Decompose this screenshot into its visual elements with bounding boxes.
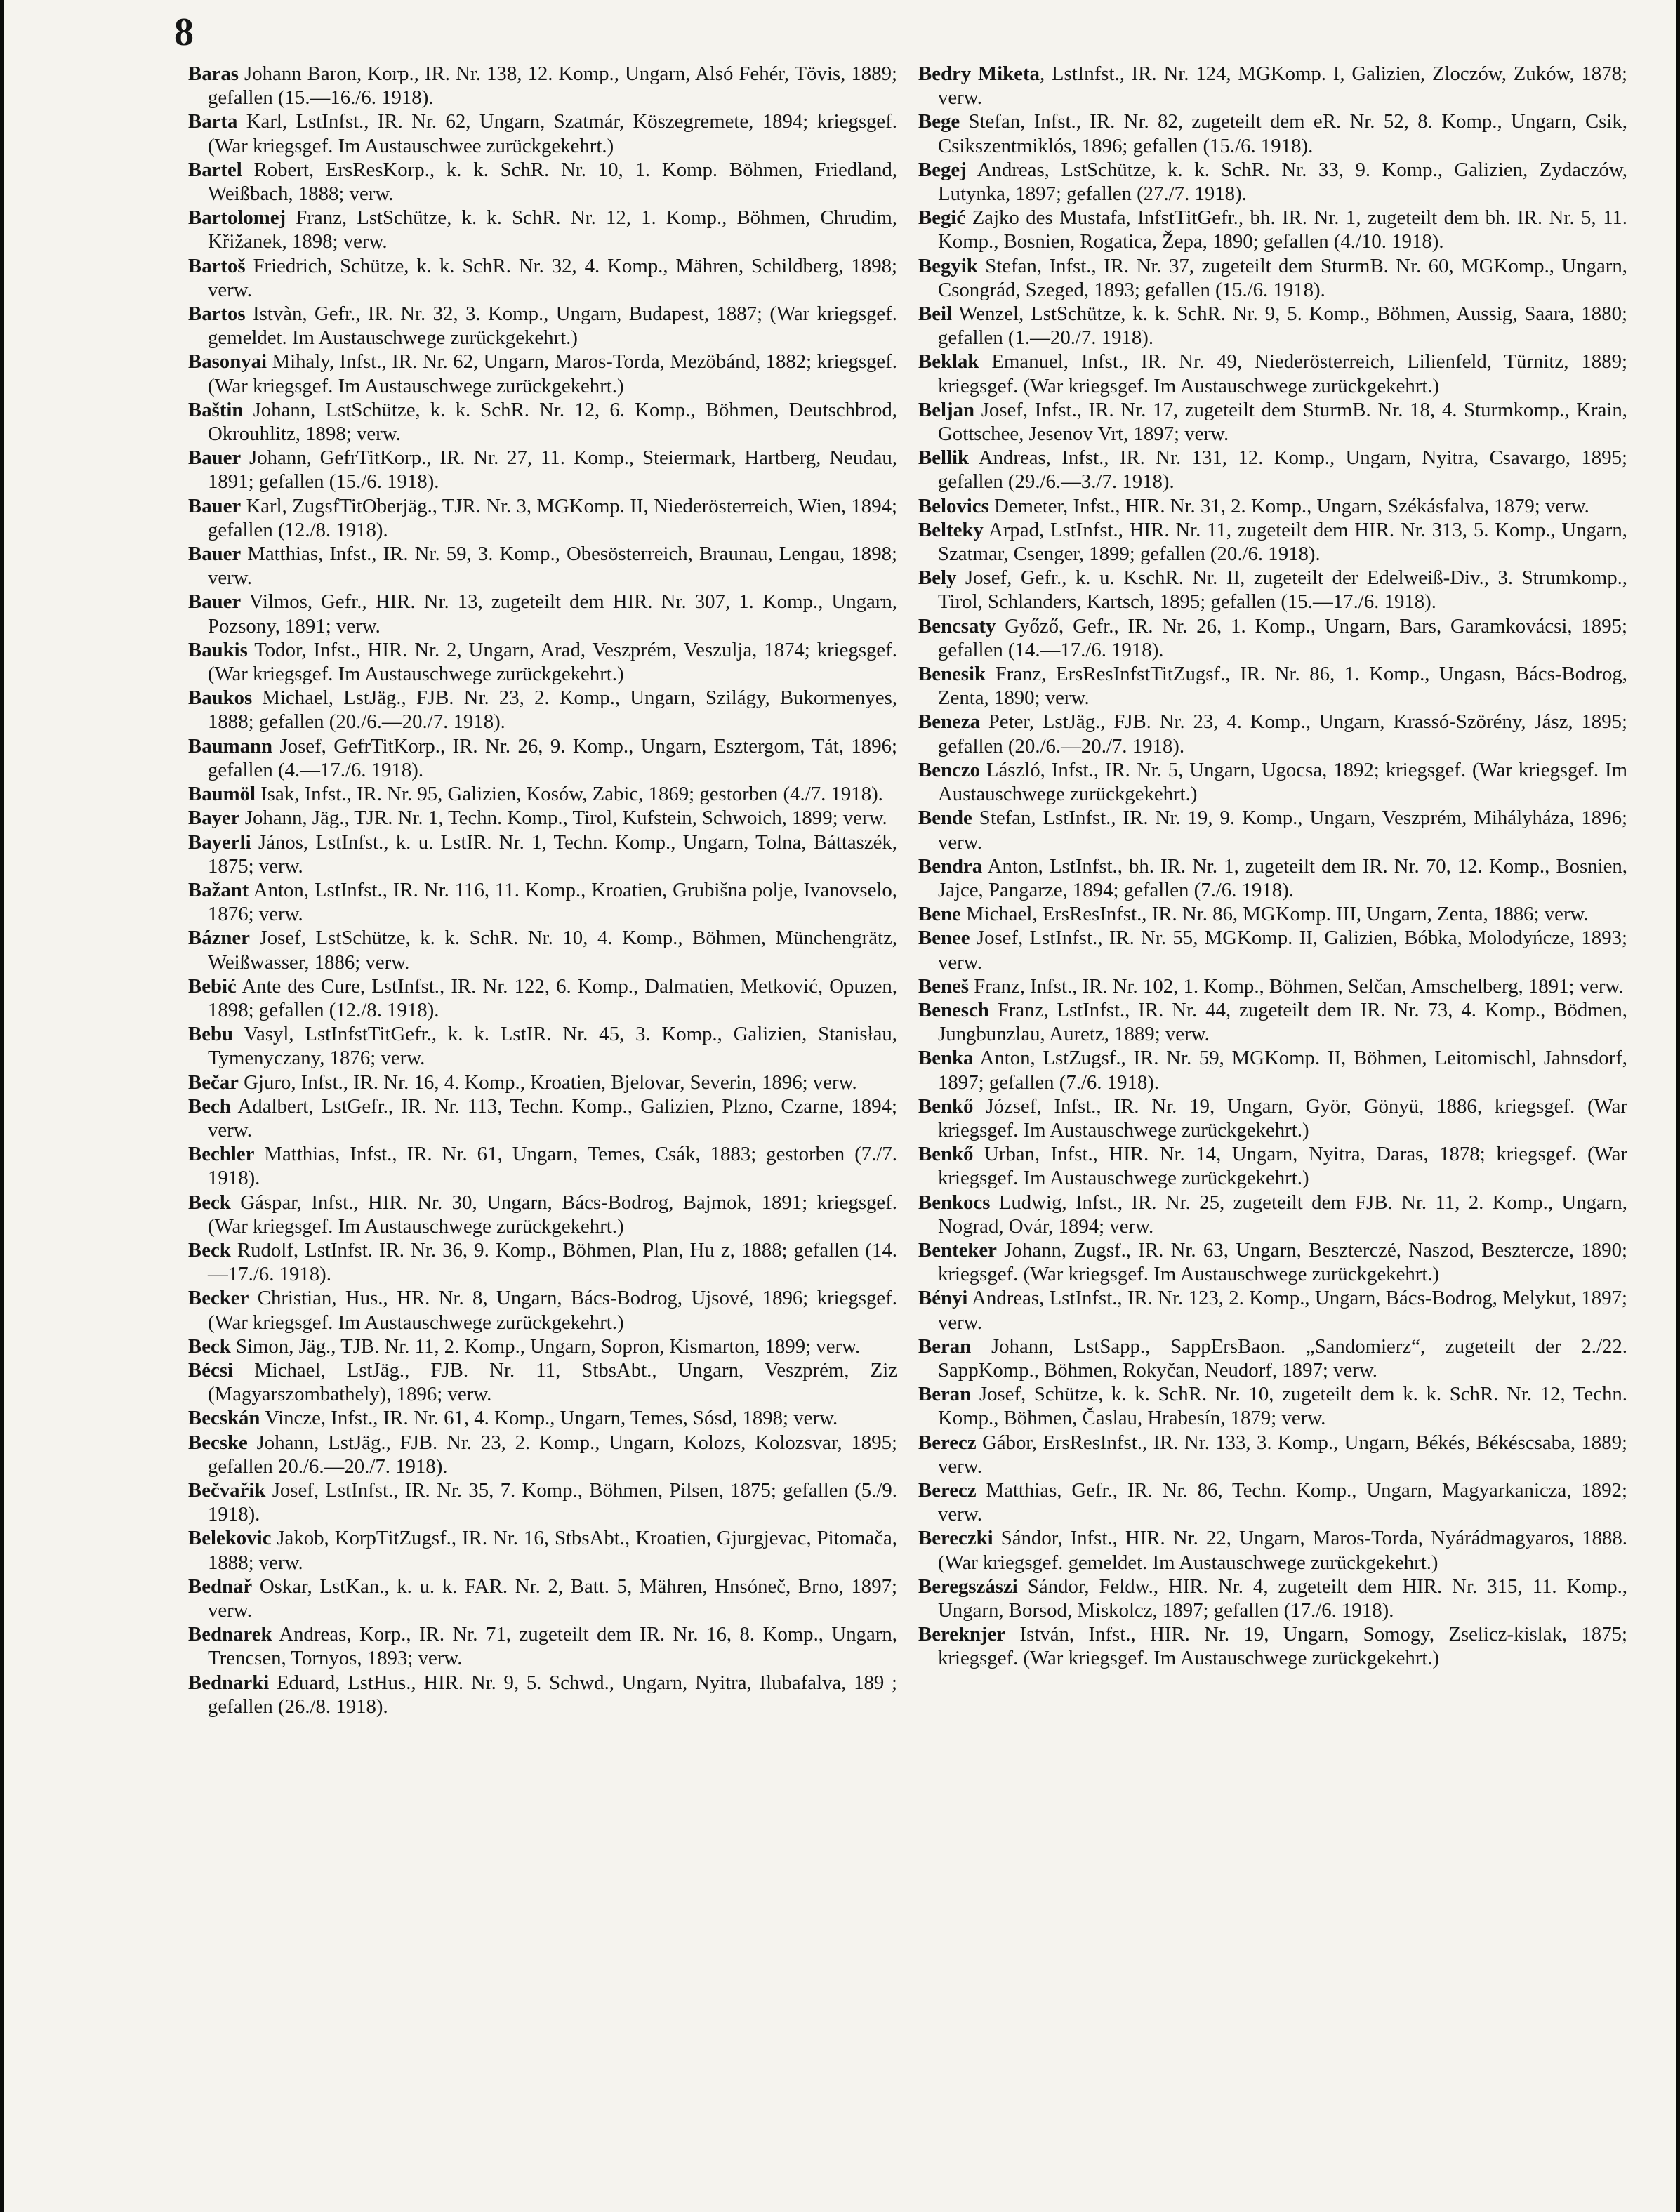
- entry-details: János, LstInfst., k. u. LstIR. Nr. 1, Techn. Komp., Ungarn, Tolna, Báttaszék, 1875; verw.: [208, 830, 897, 877]
- entry-surname: Bayerli: [188, 830, 251, 854]
- register-entry: [188, 1622, 897, 1670]
- entry-details: Győző, Gefr., IR. Nr. 26, 1. Komp., Ungarn, Bars, Garamkovácsi, 1895; gefallen (14.—17./6. 1918).: [938, 614, 1627, 661]
- entry-surname: Beran: [918, 1383, 972, 1406]
- entry-surname: Belteky: [918, 518, 984, 541]
- register-entry: [918, 446, 1627, 494]
- entry-details: László, Infst., IR. Nr. 5, Ungarn, Ugocsa, 1892; kriegsgef. (War kriegsgef. Im Austauschwege zurückgekehrt.): [938, 758, 1627, 806]
- entry-details: Josef, LstSchütze, k. k. SchR. Nr. 10, 4. Komp., Böhmen, Münchengrätz, Weißwasser, 1886; verw.: [208, 927, 897, 974]
- register-entry: [188, 254, 897, 302]
- register-entry: [918, 302, 1627, 350]
- entry-details: Johann, LstJäg., FJB. Nr. 23, 2. Komp., Ungarn, Kolozs, Kolozsvar, 1895; gefallen 20./6.—20./7. 1918).: [208, 1431, 897, 1478]
- entry-surname: Bécsi: [188, 1358, 233, 1382]
- entry-details: , LstInfst., IR. Nr. 124, MGKomp. I, Galizien, Zloczów, Zuków, 1878; verw.: [938, 62, 1627, 110]
- entry-details: Josef, GefrTitKorp., IR. Nr. 26, 9. Komp., Ungarn, Esztergom, Tát, 1896; gefallen (4.—17./6. 1918).: [208, 734, 897, 781]
- entry-surname: Bauer: [188, 446, 242, 470]
- entry-surname: Baštin: [188, 398, 244, 421]
- register-entry: [188, 1478, 897, 1526]
- register-entry: [918, 1335, 1627, 1382]
- register-entry: [188, 1022, 897, 1070]
- register-entry: [918, 1046, 1627, 1094]
- entry-surname: Beregszászi: [918, 1575, 1018, 1598]
- entry-details: Mihaly, Infst., IR. Nr. 62, Ungarn, Maros-Torda, Mezöbánd, 1882; kriegsgef. (War kriegsgef. Im Austauschwege zurückgekehrt.): [208, 350, 897, 397]
- entry-surname: Begej: [918, 158, 967, 181]
- entry-surname: Bebu: [188, 1023, 234, 1046]
- entry-details: Johann, Zugsf., IR. Nr. 63, Ungarn, Beszterczé, Naszod, Besztercze, 1890; kriegsgef. (War kriegsgef. Im Austauschwege zurückgekehrt.): [938, 1238, 1627, 1286]
- entry-details: Oskar, LstKan., k. u. k. FAR. Nr. 2, Batt. 5, Mähren, Hnsóneč, Brno, 1897; verw.: [208, 1575, 897, 1622]
- register-entry: [918, 206, 1627, 253]
- entry-details: Johann, Jäg., TJR. Nr. 1, Techn. Komp., Tirol, Kufstein, Schwoich, 1899; verw.: [239, 807, 887, 830]
- entry-details: Andreas, LstSchütze, k. k. SchR. Nr. 33, 9. Komp., Galizien, Zydaczów, Lutynka, 1897; gefallen (27./7. 1918).: [938, 158, 1627, 206]
- entry-details: Friedrich, Schütze, k. k. SchR. Nr. 32, 4. Komp., Mähren, Schildberg, 1898; verw.: [208, 254, 897, 301]
- register-entry: [918, 110, 1627, 157]
- register-entry: [918, 998, 1627, 1046]
- entry-surname: Begić: [918, 206, 966, 230]
- register-entry: [918, 1526, 1627, 1574]
- entry-details: Johann, LstSchütze, k. k. SchR. Nr. 12, 6. Komp., Böhmen, Deutschbrod, Okrouhlitz, 1898; verw.: [208, 398, 897, 446]
- register-entry: [918, 926, 1627, 974]
- entry-details: Josef, LstInfst., IR. Nr. 55, MGKomp. II, Galizien, Bóbka, Molodyńcze, 1893; verw.: [938, 927, 1627, 974]
- entry-details: Rudolf, LstInfst. IR. Nr. 36, 9. Komp., Böhmen, Plan, Hu z, 1888; gefallen (14.—17./6. 1918).: [208, 1238, 897, 1286]
- entry-surname: Bényi: [918, 1287, 968, 1310]
- entry-surname: Bartel: [188, 158, 242, 181]
- entry-details: Anton, LstZugsf., IR. Nr. 59, MGKomp. II, Böhmen, Leitomischl, Jahnsdorf, 1897; gefallen (7./6. 1918).: [938, 1047, 1627, 1094]
- entry-surname: Berecz: [918, 1478, 977, 1502]
- register-entry: [918, 1286, 1627, 1334]
- register-entry: [188, 590, 897, 637]
- entry-surname: Benkő: [918, 1143, 974, 1166]
- entry-surname: Becske: [188, 1431, 248, 1454]
- entry-details: Josef, LstInfst., IR. Nr. 35, 7. Komp., Böhmen, Pilsen, 1875; gefallen (5./9. 1918).: [208, 1478, 897, 1526]
- entry-surname: Bauer: [188, 590, 242, 614]
- register-entry: [918, 158, 1627, 206]
- entry-details: Anton, LstInfst., IR. Nr. 116, 11. Komp., Kroatien, Grubišna polje, Ivanovselo, 1876; verw.: [208, 878, 897, 926]
- entry-details: Andreas, LstInfst., IR. Nr. 123, 2. Komp., Ungarn, Bács-Bodrog, Melykut, 1897; verw.: [938, 1287, 1627, 1334]
- entry-details: Robert, ErsResKorp., k. k. SchR. Nr. 10, 1. Komp. Böhmen, Friedland, Weißbach, 1888; verw.: [208, 158, 897, 206]
- register-entry: [188, 1071, 897, 1094]
- entry-surname: Bedry Miketa: [918, 62, 1040, 85]
- entry-details: Michael, LstJäg., FJB. Nr. 11, StbsAbt., Ungarn, Veszprém, Ziz (Magyarszombathely), 1896; verw.: [208, 1358, 897, 1406]
- register-entry: [188, 1142, 897, 1190]
- entry-details: Franz, ErsResInfstTitZugsf., IR. Nr. 86, 1. Komp., Ungasn, Bács-Bodrog, Zenta, 1890; verw.: [938, 663, 1627, 710]
- entry-details: Demeter, Infst., HIR. Nr. 31, 2. Komp., Ungarn, Székásfalva, 1879; verw.: [988, 494, 1589, 517]
- register-entry: [918, 662, 1627, 710]
- entry-surname: Bebić: [188, 974, 237, 998]
- entry-details: Johann, LstSapp., SappErsBaon. „Sandomierz“, zugeteilt der 2./22. SappKomp., Böhmen, Rokyčan, Neudorf, 1897; verw.: [938, 1335, 1627, 1382]
- entry-details: Stefan, Infst., IR. Nr. 37, zugeteilt dem SturmB. Nr. 60, MGKomp., Ungarn, Csongrád, Szeged, 1893; gefallen (15./6. 1918).: [938, 254, 1627, 301]
- register-entry: [188, 1358, 897, 1406]
- entry-details: Jakob, KorpTitZugsf., IR. Nr. 16, StbsAbt., Kroatien, Gjurgjevac, Pitomača, 1888; verw.: [208, 1527, 897, 1574]
- register-entry: [918, 1622, 1627, 1670]
- register-entry: [188, 1671, 897, 1718]
- entry-details: Urban, Infst., HIR. Nr. 14, Ungarn, Nyitra, Daras, 1878; kriegsgef. (War kriegsgef. Im Austauschwege zurückgekehrt.): [938, 1143, 1627, 1190]
- entry-details: Zajko des Mustafa, InfstTitGefr., bh. IR. Nr. 1, zugeteilt dem bh. IR. Nr. 5, 11. Komp., Bosnien, Rogatica, Žepa, 1890; gefallen (4./10. 1918).: [938, 206, 1627, 253]
- entry-surname: Beran: [918, 1335, 972, 1358]
- entry-surname: Bauer: [188, 494, 242, 517]
- right-column: [918, 62, 1627, 1671]
- entry-details: Karl, ZugsfTitOberjäg., TJR. Nr. 3, MGKomp. II, Niederösterreich, Wien, 1894; gefallen (12./8. 1918).: [208, 494, 897, 541]
- entry-surname: Beck: [188, 1191, 231, 1214]
- entry-surname: Bechler: [188, 1143, 255, 1166]
- entry-surname: Bartolomej: [188, 206, 286, 230]
- entry-details: Josef, Schütze, k. k. SchR. Nr. 10, zugeteilt dem k. k. SchR. Nr. 12, Techn. Komp., Böhmen, Časlau, Hrabesín, 1879; verw.: [938, 1383, 1627, 1430]
- register-entry: [918, 1142, 1627, 1190]
- register-entry: [188, 830, 897, 878]
- entry-details: Franz, LstInfst., IR. Nr. 44, zugeteilt dem IR. Nr. 73, 4. Komp., Bödmen, Jungbunzlau, Auretz, 1889; verw.: [938, 998, 1627, 1046]
- entry-details: József, Infst., IR. Nr. 19, Ungarn, Györ, Gönyü, 1886, kriegsgef. (War kriegsgef. Im Austauschwege zurückgekehrt.): [938, 1094, 1627, 1141]
- register-entry: [188, 110, 897, 157]
- entry-details: Gábor, ErsResInfst., IR. Nr. 133, 3. Komp., Ungarn, Békés, Békéscsaba, 1889; verw.: [938, 1431, 1627, 1478]
- register-entry: [188, 350, 897, 397]
- entry-details: Christian, Hus., HR. Nr. 8, Ungarn, Bács-Bodrog, Ujsové, 1896; kriegsgef. (War kriegsgef. Im Austauschwege zurückgekehrt.): [208, 1287, 897, 1334]
- register-entry: [188, 398, 897, 446]
- entry-surname: Beneš: [918, 974, 969, 998]
- register-entry: [918, 806, 1627, 854]
- entry-surname: Belovics: [918, 494, 989, 517]
- entry-surname: Bende: [918, 807, 972, 830]
- entry-surname: Bencsaty: [918, 614, 996, 637]
- entry-surname: Bartos: [188, 303, 246, 326]
- entry-surname: Berecz: [918, 1431, 977, 1454]
- entry-details: Istvàn, Gefr., IR. Nr. 32, 3. Komp., Ungarn, Budapest, 1887; (War kriegsgef. gemeldet. Im Austauschwege zurückgekehrt.): [208, 303, 897, 350]
- entry-surname: Benteker: [918, 1238, 997, 1261]
- register-entry: [918, 254, 1627, 302]
- register-entry: [188, 686, 897, 734]
- register-entry: [918, 614, 1627, 662]
- register-entry: [918, 62, 1627, 110]
- page-number: 8: [174, 11, 194, 54]
- register-entry: [918, 566, 1627, 614]
- register-entry: [188, 206, 897, 253]
- entry-surname: Beil: [918, 303, 952, 326]
- entry-surname: Benka: [918, 1047, 974, 1070]
- entry-surname: Bázner: [188, 927, 250, 950]
- entry-surname: Baras: [188, 62, 239, 85]
- entry-surname: Bartoš: [188, 254, 246, 277]
- entry-details: Isak, Infst., IR. Nr. 95, Galizien, Kosów, Zabic, 1869; gestorben (4./7. 1918).: [256, 783, 883, 806]
- register-entry: [188, 926, 897, 974]
- register-entry: [918, 1191, 1627, 1238]
- entry-details: Michael, LstJäg., FJB. Nr. 23, 2. Komp., Ungarn, Szilágy, Bukormenyes, 1888; gefallen (20./6.—20./7. 1918).: [208, 687, 897, 734]
- register-entry: [188, 638, 897, 686]
- register-entry: [918, 758, 1627, 806]
- entry-surname: Bene: [918, 903, 961, 926]
- entry-surname: Bečvařik: [188, 1478, 266, 1502]
- entry-surname: Bely: [918, 567, 957, 590]
- register-entry: [918, 902, 1627, 926]
- entry-details: Franz, Infst., IR. Nr. 102, 1. Komp., Böhmen, Selčan, Amschelberg, 1891; verw.: [969, 974, 1624, 998]
- entry-details: Arpad, LstInfst., HIR. Nr. 11, zugeteilt dem HIR. Nr. 313, 5. Komp., Ungarn, Szatmar, Csenger, 1899; gefallen (20./6. 1918).: [938, 518, 1627, 566]
- entry-details: Johann Baron, Korp., IR. Nr. 138, 12. Komp., Ungarn, Alsó Fehér, Tövis, 1889; gefallen (15.—16./6. 1918).: [208, 62, 897, 110]
- register-entry: [918, 518, 1627, 566]
- entry-details: Josef, Gefr., k. u. KschR. Nr. II, zugeteilt der Edelweiß-Div., 3. Strumkomp., Tirol, Schlanders, Kartsch, 1895; gefallen (15.—17./6. 1918).: [938, 567, 1627, 614]
- entry-details: Vincze, Infst., IR. Nr. 61, 4. Komp., Ungarn, Temes, Sósd, 1898; verw.: [260, 1407, 838, 1430]
- entry-details: Simon, Jäg., TJB. Nr. 11, 2. Komp., Ungarn, Sopron, Kismarton, 1899; verw.: [230, 1335, 861, 1358]
- entry-details: István, Infst., HIR. Nr. 19, Ungarn, Somogy, Zselicz-kislak, 1875; kriegsgef. (War kriegsgef. Im Austauschwege zurückgekehrt.): [938, 1623, 1627, 1670]
- entry-surname: Bažant: [188, 878, 249, 901]
- register-entry: [188, 446, 897, 494]
- register-entry: [188, 62, 897, 110]
- entry-details: Wenzel, LstSchütze, k. k. SchR. Nr. 9, 5. Komp., Böhmen, Aussig, Saara, 1880; gefallen (1.—20./7. 1918).: [938, 303, 1627, 350]
- entry-surname: Beneza: [918, 710, 980, 734]
- entry-details: Stefan, LstInfst., IR. Nr. 19, 9. Komp., Ungarn, Veszprém, Mihályháza, 1896; verw.: [938, 807, 1627, 854]
- register-entry: [188, 158, 897, 206]
- entry-details: Ludwig, Infst., IR. Nr. 25, zugeteilt dem FJB. Nr. 11, 2. Komp., Ungarn, Nograd, Ovár, 1894; verw.: [938, 1191, 1627, 1238]
- entry-surname: Bereczki: [918, 1527, 993, 1550]
- entry-surname: Barta: [188, 110, 238, 133]
- left-column: [188, 62, 897, 1718]
- entry-details: Matthias, Gefr., IR. Nr. 86, Techn. Komp., Ungarn, Magyarkanicza, 1892; verw.: [938, 1478, 1627, 1526]
- entry-details: Andreas, Infst., IR. Nr. 131, 12. Komp., Ungarn, Nyitra, Csavargo, 1895; gefallen (29./6.—3./7. 1918).: [938, 446, 1627, 494]
- entry-surname: Benczo: [918, 758, 980, 781]
- entry-details: Michael, ErsResInfst., IR. Nr. 86, MGKomp. III, Ungarn, Zenta, 1886; verw.: [960, 903, 1589, 926]
- entry-surname: Baumöl: [188, 783, 256, 806]
- entry-surname: Benee: [918, 927, 970, 950]
- entry-surname: Bauer: [188, 543, 242, 566]
- register-entry: [188, 1191, 897, 1238]
- entry-surname: Bellik: [918, 446, 970, 470]
- register-entry: [918, 974, 1627, 998]
- entry-surname: Bayer: [188, 807, 240, 830]
- entry-surname: Bednař: [188, 1575, 253, 1598]
- entry-details: Adalbert, LstGefr., IR. Nr. 113, Techn. Komp., Galizien, Plzno, Czarne, 1894; verw.: [208, 1094, 897, 1141]
- entry-details: Josef, Infst., IR. Nr. 17, zugeteilt dem SturmB. Nr. 18, 4. Sturmkomp., Krain, Gottschee, Jesenov Vrt, 1897; verw.: [938, 398, 1627, 446]
- register-entry: [918, 1238, 1627, 1286]
- entry-details: Sándor, Infst., HIR. Nr. 22, Ungarn, Maros-Torda, Nyárádmagyaros, 1888. (War kriegsgef. gemeldet. Im Austauschwege zurückgekehrt.): [938, 1527, 1627, 1574]
- entry-details: Peter, LstJäg., FJB. Nr. 23, 4. Komp., Ungarn, Krassó-Szörény, Jász, 1895; gefallen (20./6.—20./7. 1918).: [938, 710, 1627, 757]
- entry-details: Gjuro, Infst., IR. Nr. 16, 4. Komp., Kroatien, Bjelovar, Severin, 1896; verw.: [238, 1071, 857, 1094]
- entry-details: Emanuel, Infst., IR. Nr. 49, Niederösterreich, Lilienfeld, Türnitz, 1889; kriegsgef. (War kriegsgef. Im Austauschwege zurückgekehrt.): [938, 350, 1627, 397]
- entry-surname: Benesik: [918, 663, 986, 686]
- entry-details: Matthias, Infst., IR. Nr. 59, 3. Komp., Obesösterreich, Braunau, Lengau, 1898; verw.: [208, 543, 897, 590]
- register-entry: [188, 806, 897, 830]
- entry-surname: Beck: [188, 1238, 231, 1261]
- register-entry: [188, 542, 897, 590]
- register-entry: [188, 1575, 897, 1622]
- entry-surname: Bereknjer: [918, 1623, 1006, 1646]
- entry-surname: Bendra: [918, 854, 983, 877]
- register-entry: [188, 1406, 897, 1430]
- register-entry: [188, 974, 897, 1022]
- entry-details: Eduard, LstHus., HIR. Nr. 9, 5. Schwd., Ungarn, Nyitra, Ilubafalva, 189 ; gefallen (26./8. 1918).: [208, 1671, 897, 1718]
- register-entry: [188, 1094, 897, 1142]
- register-entry: [188, 1238, 897, 1286]
- register-entry: [918, 1478, 1627, 1526]
- register-entry: [188, 494, 897, 542]
- entry-details: Anton, LstInfst., bh. IR. Nr. 1, zugeteilt dem IR. Nr. 70, 12. Komp., Bosnien, Jajce, Pangarze, 1894; gefallen (7./6. 1918).: [938, 854, 1627, 901]
- entry-details: Johann, GefrTitKorp., IR. Nr. 27, 11. Komp., Steiermark, Hartberg, Neudau, 1891; gefallen (15./6. 1918).: [208, 446, 897, 494]
- register-entry: [918, 854, 1627, 902]
- entry-details: Vilmos, Gefr., HIR. Nr. 13, zugeteilt dem HIR. Nr. 307, 1. Komp., Ungarn, Pozsony, 1891; verw.: [208, 590, 897, 637]
- entry-details: Ante des Cure, LstInfst., IR. Nr. 122, 6. Komp., Dalmatien, Metković, Opuzen, 1898; gefallen (12./8. 1918).: [208, 974, 897, 1021]
- entry-surname: Baukis: [188, 638, 248, 661]
- entry-surname: Baukos: [188, 687, 253, 710]
- entry-details: Gáspar, Infst., HIR. Nr. 30, Ungarn, Bács-Bodrog, Bajmok, 1891; kriegsgef. (War kriegsgef. Im Austauschwege zurückgekehrt.): [208, 1191, 897, 1238]
- entry-surname: Benesch: [918, 998, 989, 1021]
- register-entry: [918, 494, 1627, 518]
- entry-surname: Bednarki: [188, 1671, 270, 1694]
- register-entry: [188, 1431, 897, 1478]
- entry-details: Karl, LstInfst., IR. Nr. 62, Ungarn, Szatmár, Köszegremete, 1894; kriegsgef. (War kriegsgef. Im Austauschwe͏e zurückgekehrt.): [208, 110, 897, 157]
- register-entry: [918, 1431, 1627, 1478]
- register-entry: [918, 1094, 1627, 1142]
- entry-details: Andreas, Korp., IR. Nr. 71, zugeteilt dem IR. Nr. 16, 8. Komp., Ungarn, Trencsen, Tornyos, 1893; verw.: [208, 1623, 897, 1670]
- entry-details: Franz, LstSchütze, k. k. SchR. Nr. 12, 1. Komp., Böhmen, Chrudim, Křižanek, 1898; verw.: [208, 206, 897, 253]
- entry-surname: Basonyai: [188, 350, 267, 373]
- entry-surname: Becker: [188, 1287, 249, 1310]
- register-entry: [918, 710, 1627, 757]
- register-entry: [918, 1382, 1627, 1430]
- register-entry: [188, 1335, 897, 1358]
- register-entry: [188, 1526, 897, 1574]
- entry-details: Vasyl, LstInfstTitGefr., k. k. LstIR. Nr. 45, 3. Komp., Galizien, Stanisłau, Tymenyczany, 1876; verw.: [208, 1023, 897, 1070]
- entry-details: Matthias, Infst., IR. Nr. 61, Ungarn, Temes, Csák, 1883; gestorben (7./7. 1918).: [208, 1143, 897, 1190]
- entry-details: Sándor, Feldw., HIR. Nr. 4, zugeteilt dem HIR. Nr. 315, 11. Komp., Ungarn, Borsod, Miskolcz, 1897; gefallen (17./6. 1918).: [938, 1575, 1627, 1622]
- register-entry: [188, 782, 897, 806]
- entry-surname: Belekovic: [188, 1527, 272, 1550]
- entry-surname: Begyik: [918, 254, 978, 277]
- entry-surname: Baumann: [188, 734, 273, 757]
- register-entry: [188, 878, 897, 926]
- entry-surname: Beljan: [918, 398, 974, 421]
- entry-surname: Beck: [188, 1335, 231, 1358]
- entry-surname: Bech: [188, 1094, 231, 1118]
- register-entry: [188, 1286, 897, 1334]
- entry-details: Stefan, Infst., IR. Nr. 82, zugeteilt dem eR. Nr. 52, 8. Komp., Ungarn, Csik, Csikszentmiklós, 1896; gefallen (15./6. 1918).: [938, 110, 1627, 157]
- register-entry: [918, 350, 1627, 397]
- entry-surname: Beklak: [918, 350, 979, 373]
- entry-surname: Benkocs: [918, 1191, 991, 1214]
- entry-details: Todor, Infst., HIR. Nr. 2, Ungarn, Arad, Veszprém, Veszulja, 1874; kriegsgef. (War kriegsgef. Im Austauschwege zurückgekehrt.): [208, 638, 897, 686]
- entry-surname: Benkő: [918, 1094, 974, 1118]
- entry-surname: Bečar: [188, 1071, 239, 1094]
- entry-surname: Bednarek: [188, 1623, 272, 1646]
- entry-surname: Becskán: [188, 1407, 260, 1430]
- register-entry: [918, 1575, 1627, 1622]
- entry-surname: Bege: [918, 110, 960, 133]
- register-entry: [188, 302, 897, 350]
- register-entry: [918, 398, 1627, 446]
- register-entry: [188, 734, 897, 782]
